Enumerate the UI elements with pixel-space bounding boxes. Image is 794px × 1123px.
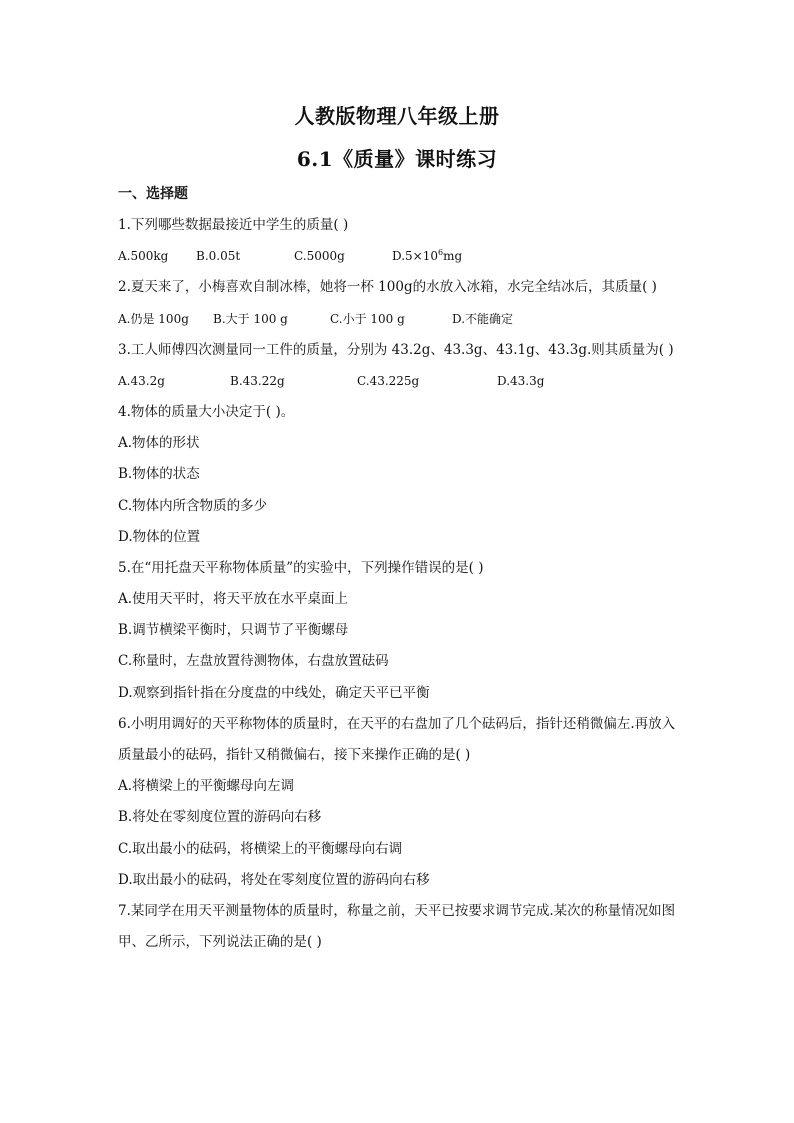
- q1-option-c: C.5000g: [294, 249, 345, 263]
- q1-option-d-unit: mg: [443, 249, 463, 263]
- q5-option-a: A.使用天平时，将天平放在水平桌面上: [118, 591, 349, 607]
- q2-option-c: C.小于 100 g: [330, 312, 405, 326]
- question-6-stem-line2: 质量最小的砝码，指针又稍微偏右，接下来操作正确的是( ): [118, 747, 471, 763]
- q3-option-d: D.43.3g: [497, 374, 545, 388]
- doc-subtitle: 6.1《质量》课时练习: [296, 147, 498, 171]
- doc-title: 人教版物理八年级上册: [294, 104, 500, 128]
- q4-option-b: B.物体的状态: [118, 466, 200, 482]
- q6-option-a: A.将横梁上的平衡螺母向左调: [118, 778, 295, 794]
- question-2-stem: 2.夏天来了，小梅喜欢自制冰棒，她将一杯 100g的水放入冰箱，水完全结冰后，其质量( ): [118, 279, 657, 295]
- q4-option-a: A.物体的形状: [118, 435, 200, 451]
- q3-option-c: C.43.225g: [357, 374, 420, 388]
- q6-option-d: D.取出最小的砝码，将处在零刻度位置的游码向右移: [118, 872, 430, 888]
- question-5-stem: 5.在“用托盘天平称物体质量”的实验中，下列操作错误的是( ): [118, 560, 484, 576]
- q2-option-a: A.仍是 100g: [118, 312, 189, 326]
- question-3-stem: 3.工人师傅四次测量同一工件的质量，分别为 43.2g、43.3g、43.1g、43.3g.则其质量为( ): [118, 342, 674, 358]
- q5-option-c: C.称量时，左盘放置待测物体，右盘放置砝码: [118, 653, 389, 669]
- q5-option-b: B.调节横梁平衡时，只调节了平衡螺母: [118, 622, 349, 638]
- q1-option-d: [392, 247, 462, 265]
- question-7-stem-line2: 甲、乙所示，下列说法正确的是( ): [118, 934, 322, 950]
- q4-option-c: C.物体内所含物质的多少: [118, 498, 268, 514]
- question-1-stem: 1.下列哪些数据最接近中学生的质量( ): [118, 217, 349, 233]
- question-6-stem-line1: 6.小明用调好的天平称物体的质量时，在天平的右盘加了几个砝码后，指针还稍微偏左.再放入: [118, 716, 676, 732]
- q5-option-d: D.观察到指针指在分度盘的中线处，确定天平已平衡: [118, 685, 430, 701]
- q1-option-b: B.0.05t: [196, 249, 241, 263]
- q6-option-b: B.将处在零刻度位置的游码向右移: [118, 809, 322, 825]
- question-4-stem: 4.物体的质量大小决定于( )。: [118, 404, 295, 420]
- q3-option-b: B.43.22g: [230, 374, 285, 388]
- q6-option-c: C.取出最小的砝码，将横梁上的平衡螺母向右调: [118, 841, 403, 857]
- q3-option-a: A.43.2g: [118, 374, 165, 388]
- q1-option-d-exponent: 6: [437, 248, 444, 257]
- section-heading: 一、选择题: [118, 186, 188, 202]
- q1-option-d-base: D.5×10: [392, 249, 438, 263]
- q2-option-b: B.大于 100 g: [213, 312, 288, 326]
- question-7-stem-line1: 7.某同学在用天平测量物体的质量时，称量之前，天平已按要求调节完成.某次的称量情况如图: [118, 903, 676, 919]
- q2-option-d: D.不能确定: [452, 312, 514, 326]
- q4-option-d: D.物体的位置: [118, 529, 201, 545]
- q1-option-a: A.500kg: [118, 249, 169, 263]
